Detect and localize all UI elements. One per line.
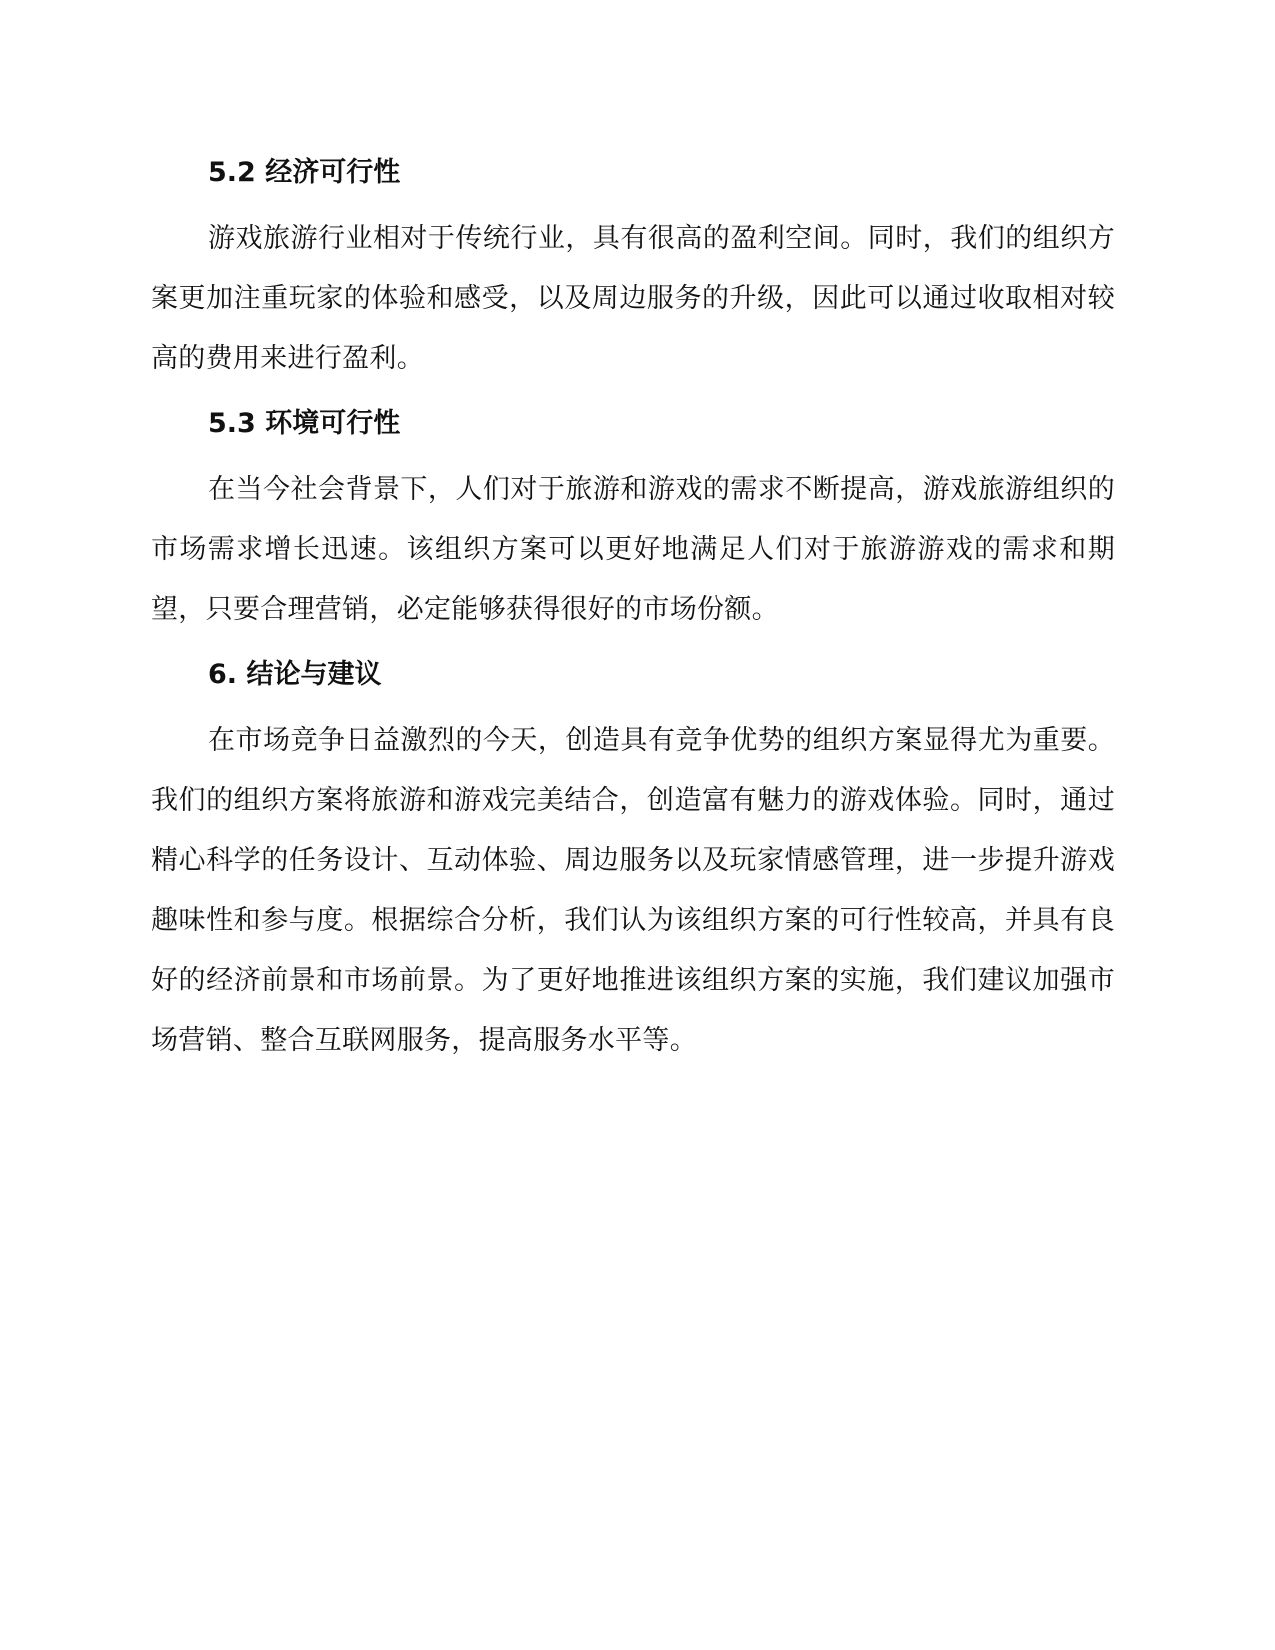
section-heading-conclusion: 6. 结论与建议: [208, 659, 382, 690]
section-heading-environmental-feasibility: 5.3 环境可行性: [208, 408, 401, 439]
section-paragraph-economic-feasibility: 游戏旅游行业相对于传统行业，具有很高的盈利空间。同时，我们的组织方案更加注重玩家的体验和感受，以及周边服务的升级，因此可以通过收取相对较高的费用来进行盈利。: [151, 223, 1115, 374]
document-page: [151, 148, 1115, 1071]
section-heading-economic-feasibility: 5.2 经济可行性: [208, 157, 401, 188]
section-paragraph-conclusion: 在市场竞争日益激烈的今天，创造具有竞争优势的组织方案显得尤为重要。我们的组织方案将旅游和游戏完美结合，创造富有魅力的游戏体验。同时，通过精心科学的任务设计、互动体验、周边服务以及玩家情感管理，进一步提升游戏趣味性和参与度。根据综合分析，我们认为该组织方案的可行性较高，并具有良好的经济前景和市场前景。为了更好地推进该组织方案的实施，我们建议加强市场营销、整合互联网服务，提高服务水平等。: [151, 725, 1115, 1056]
section-paragraph-environmental-feasibility: 在当今社会背景下，人们对于旅游和游戏的需求不断提高，游戏旅游组织的市场需求增长迅速。该组织方案可以更好地满足人们对于旅游游戏的需求和期望，只要合理营销，必定能够获得很好的市场份额。: [151, 474, 1115, 625]
